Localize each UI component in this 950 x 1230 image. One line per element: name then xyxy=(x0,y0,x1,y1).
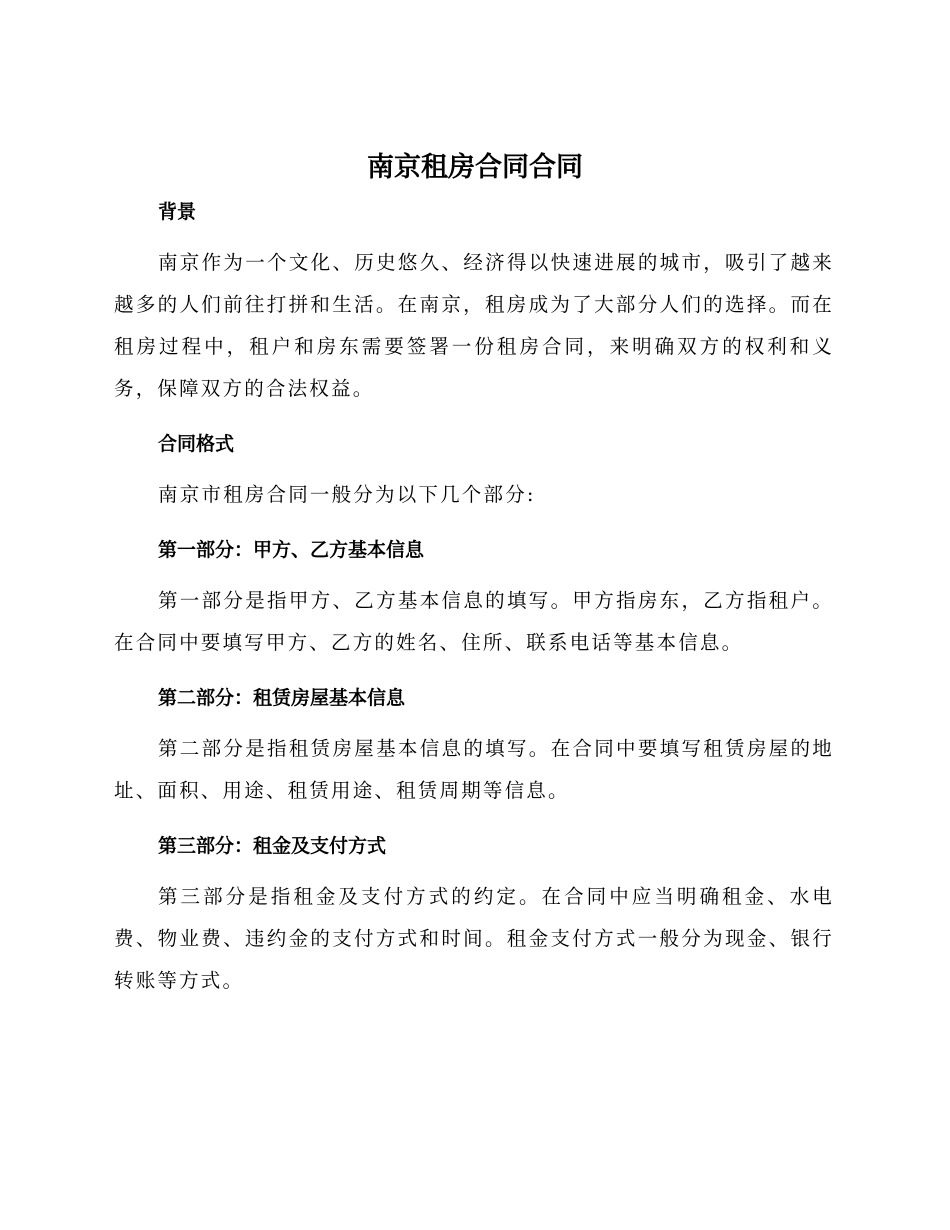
document-title: 南京租房合同合同 xyxy=(367,152,583,183)
section-paragraph-part-three: 第三部分是指租金及支付方式的约定。在合同中应当明确租金、水电费、物业费、违约金的支付方式和时间。租金支付方式一般分为现金、银行转账等方式。 xyxy=(114,885,834,992)
document-body xyxy=(114,192,834,1002)
section-heading-part-one: 第一部分：甲方、乙方基本信息 xyxy=(158,539,425,561)
section-paragraph-background: 南京作为一个文化、历史悠久、经济得以快速进展的城市，吸引了越来越多的人们前往打拼和生活。在南京，租房成为了大部分人们的选择。而在租房过程中，租户和房东需要签署一份租房合同，来明确双方的权利和义务，保障双方的合法权益。 xyxy=(114,251,834,400)
section-paragraph-contract-format: 南京市租房合同一般分为以下几个部分: xyxy=(158,483,536,506)
section-paragraph-part-two: 第二部分是指租赁房屋基本信息的填写。在合同中要填写租赁房屋的地址、面积、用途、租赁用途、租赁周期等信息。 xyxy=(114,737,834,802)
section-heading-part-three: 第三部分：租金及支付方式 xyxy=(158,835,387,857)
section-heading-background: 背景 xyxy=(158,201,197,223)
section-paragraph-part-one: 第一部分是指甲方、乙方基本信息的填写。甲方指房东，乙方指租户。在合同中要填写甲方、乙方的姓名、住所、联系电话等基本信息。 xyxy=(114,589,834,654)
section-heading-contract-format: 合同格式 xyxy=(158,433,235,455)
section-heading-part-two: 第二部分：租赁房屋基本信息 xyxy=(158,687,406,709)
